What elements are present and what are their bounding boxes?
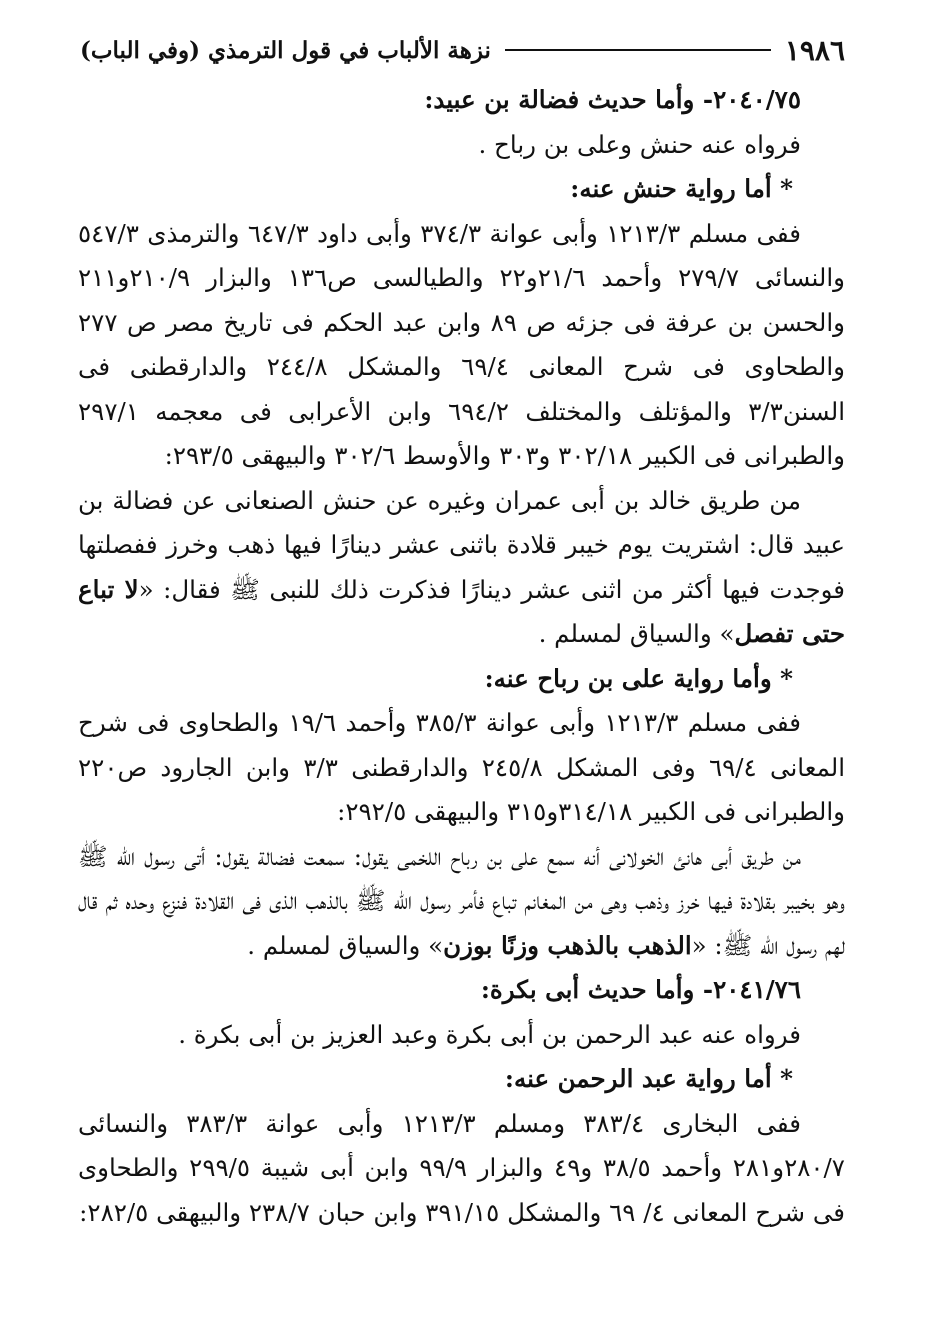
prophetic-quote: الذهب بالذهب وزنًا بوزن	[443, 930, 692, 960]
references-paragraph: ففى مسلم ١٢١٣/٣ وأبى عوانة ٣٨٥/٣ وأحمد ١٩/٦ والطحاوى فى شرح المعانى ٦٩/٤ وفى المشكل ٢٤٥/٨ والدارقطنى ٣/٣ وابن الجارود ص٢٢٠ والطبرانى فى الكبير ٣١٤/١٨و٣١٥ والبيهقى ٢٩٢/٥:	[78, 708, 845, 826]
narrators-summary: فرواه عنه حنش وعلى بن رباح .	[478, 129, 801, 159]
header-rule	[505, 49, 771, 51]
narration-text: من طريق خالد بن أبى عمران وغيره عن حنش الصنعانى عن فضالة بن عبيد قال: اشتريت يوم خيبر قلادة باثنى عشر دينارًا فيها ذهب وخرز ففصلتها فوجدت فيها أكثر من اثنى عشر دينارًا فذكرت ذلك للنبى ﷺ فقال: «	[78, 485, 845, 604]
subheading-hanash: * أما رواية حنش عنه:	[570, 174, 793, 203]
hadith-heading-2040: ٢٠٤٠/٧٥- وأما حديث فضالة بن عبيد:	[424, 85, 801, 114]
page-number: ١٩٨٦	[784, 33, 845, 67]
narration-text: من طريق أبى هانئ الخولانى أنه سمع على بن رباح اللخمى يقول: سمعت فضالة يقول: أتى رسول الله ﷺ وهو بخيبر بقلادة فيها خرز وذهب وهى من المغانم تباع فأمر رسول الله ﷺ بالذهب الذى فى القلادة فنزع وحده ثم قال لهم رسول الله ﷺ: «	[78, 841, 845, 960]
subheading-abdulrahman: * أما رواية عبد الرحمن عنه:	[504, 1064, 793, 1093]
narration-ending: » والسياق لمسلم .	[538, 619, 735, 648]
prophetic-quote: لا تباع حتى تفصل	[78, 574, 845, 648]
references-paragraph: ففى البخارى ٣٨٣/٤ ومسلم ١٢١٣/٣ وأبى عوانة ٣٨٣/٣ والنسائى ٢٨٠/٧و٢٨١ وأحمد ٣٨/٥ و٤٩ والبزار ٩٩/٩ وابن أبى شيبة ٢٩٩/٥ والطحاوى فى شرح المعانى ٤/ ٦٩ والمشكل ٣٩١/١٥ وابن حبان ٢٣٨/٧ والبيهقى ٢٨٢/٥:	[78, 1108, 845, 1227]
narration-ending: » والسياق لمسلم .	[247, 930, 444, 960]
narration-paragraph	[78, 479, 845, 657]
references-paragraph: ففى مسلم ١٢١٣/٣ وأبى عوانة ٣٧٤/٣ وأبى داود ٦٤٧/٣ والترمذى ٥٤٧/٣ والنسائى ٢٧٩/٧ وأحمد ٢١/٦و٢٢ والطيالسى ص١٣٦ والبزار ٢١٠/٩و٢١١ والحسن بن عرفة فى جزئه ص ٨٩ وابن عبد الحكم فى تاريخ مصر ص ٢٧٧ والطحاوى فى شرح المعانى ٦٩/٤ والمشكل ٢٤٤/٨ والدارقطنى فى السنن٣/٣ والمؤتلف والمختلف ٦٩٤/٢ وابن الأعرابى فى معجمه ٢٩٧/١ والطبرانى فى الكبير ٣٠٢/١٨ و٣٠٣ والأوسط ٣٠٢/٦ والبيهقى ٢٩٣/٥:	[78, 218, 845, 470]
running-title: نزهة الألباب في قول الترمذي (وفي الباب)	[80, 36, 491, 64]
body-text	[78, 78, 845, 1235]
subheading-ali-bin-rabah: * وأما رواية على بن رباح عنه:	[484, 663, 793, 693]
narrators-summary: فرواه عنه عبد الرحمن بن أبى بكرة وعبد العزيز بن أبى بكرة .	[178, 1019, 801, 1049]
running-header	[80, 30, 845, 70]
narration-paragraph	[78, 835, 845, 969]
hadith-heading-2041: ٢٠٤١/٧٦- وأما حديث أبى بكرة:	[480, 975, 801, 1004]
